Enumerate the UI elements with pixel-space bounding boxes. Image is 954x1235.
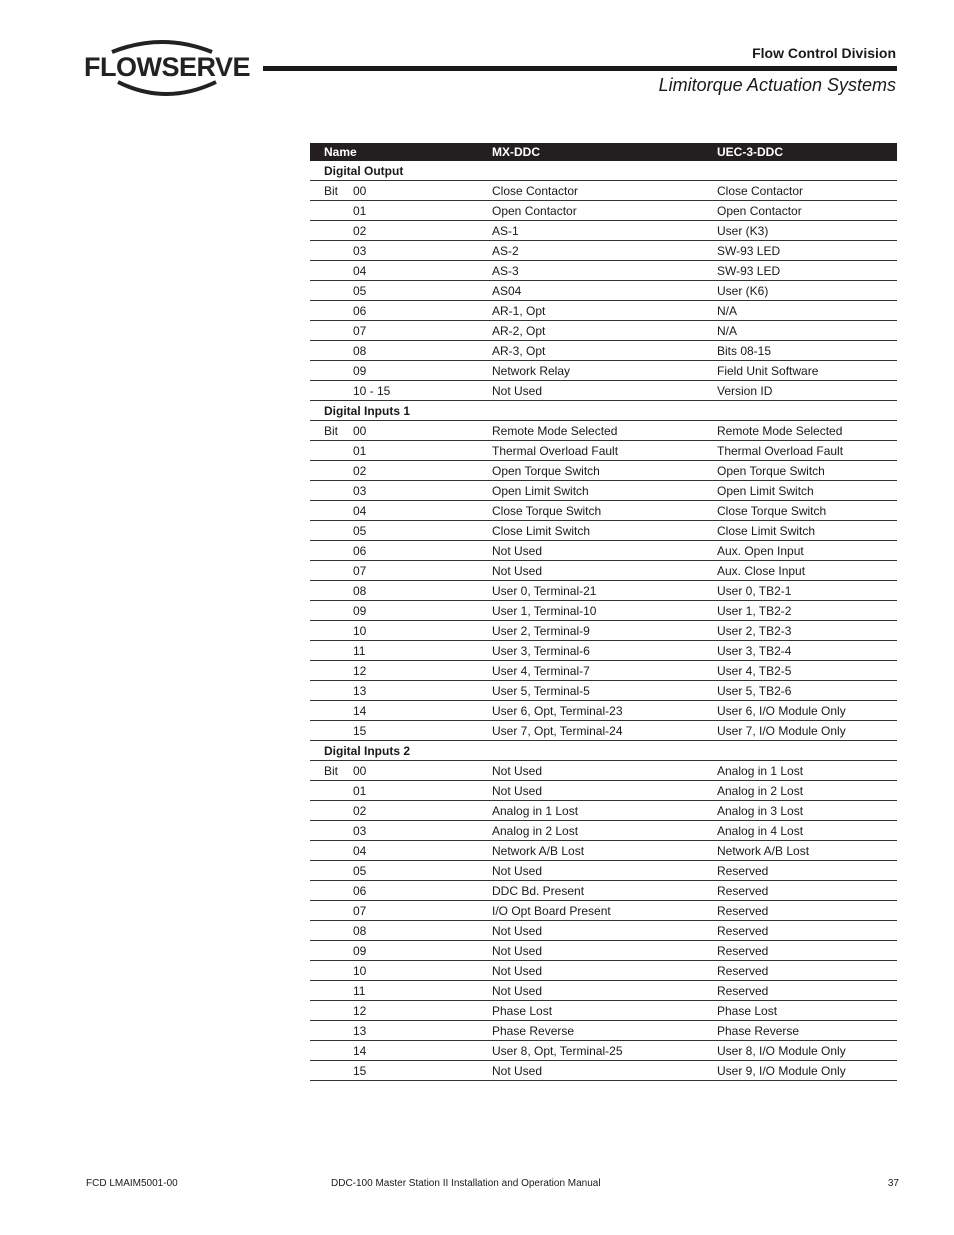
bit-number: 08 [353,583,367,598]
mx-ddc-cell: AS-1 [492,221,717,241]
uec-3-ddc-cell: Analog in 1 Lost [717,761,897,781]
table-row [310,841,897,861]
footer-page-number: 37 [887,1178,899,1189]
uec-3-ddc-cell: Analog in 2 Lost [717,781,897,801]
bit-cell [310,341,492,361]
bit-label: Bit [324,183,339,198]
mx-ddc-cell: AS-2 [492,241,717,261]
bit-label: Bit [324,763,339,778]
section-row [310,741,897,761]
uec-3-ddc-cell: Reserved [717,961,897,981]
mx-ddc-cell: Thermal Overload Fault [492,441,717,461]
uec-3-ddc-cell: Reserved [717,941,897,961]
uec-3-ddc-cell: Reserved [717,921,897,941]
table-row [310,461,897,481]
bit-number: 07 [353,563,367,578]
mx-ddc-cell: User 6, Opt, Terminal-23 [492,701,717,721]
bit-number: 01 [353,783,367,798]
bit-number: 11 [353,983,366,998]
table-row [310,681,897,701]
bit-cell [310,681,492,701]
uec-3-ddc-cell: User 0, TB2-1 [717,581,897,601]
uec-3-ddc-cell: Reserved [717,901,897,921]
uec-3-ddc-cell: N/A [717,321,897,341]
bit-number: 15 [353,1063,367,1078]
bit-number: 05 [353,523,367,538]
table-row [310,281,897,301]
table-row [310,181,897,201]
mx-ddc-cell: User 0, Terminal-21 [492,581,717,601]
table-body [310,161,897,1081]
mx-ddc-cell: Not Used [492,561,717,581]
mx-ddc-cell: Not Used [492,921,717,941]
bit-cell [310,281,492,301]
uec-3-ddc-cell: Close Limit Switch [717,521,897,541]
bit-number: 04 [353,503,367,518]
table-row [310,701,897,721]
uec-3-ddc-cell: User 4, TB2-5 [717,661,897,681]
table-row [310,881,897,901]
bit-number: 02 [353,803,367,818]
bit-cell [310,981,492,1001]
header-rule [263,66,897,71]
bit-cell [310,701,492,721]
footer-manual-title: DDC-100 Master Station II Installation and Operation Manual [331,1178,601,1189]
table-row [310,581,897,601]
flowserve-logo [84,38,251,98]
uec-3-ddc-cell: Remote Mode Selected [717,421,897,441]
bit-cell [310,381,492,401]
mx-ddc-cell: Close Limit Switch [492,521,717,541]
bit-cell [310,561,492,581]
table-row [310,861,897,881]
table-row [310,501,897,521]
bit-number: 05 [353,283,367,298]
table-row [310,621,897,641]
bit-number: 09 [353,363,367,378]
bit-cell [310,581,492,601]
mx-ddc-cell: Network Relay [492,361,717,381]
section-title: Digital Output [310,161,897,181]
bit-number: 01 [353,203,367,218]
uec-3-ddc-cell: User 2, TB2-3 [717,621,897,641]
mx-ddc-cell: AS04 [492,281,717,301]
bit-number: 09 [353,603,367,618]
mx-ddc-cell: Not Used [492,961,717,981]
table-row [310,1021,897,1041]
uec-3-ddc-cell: SW-93 LED [717,261,897,281]
col-header-uec-3-ddc: UEC-3-DDC [717,143,897,161]
uec-3-ddc-cell: User (K3) [717,221,897,241]
section-row [310,161,897,181]
table-row [310,241,897,261]
table-row [310,921,897,941]
mx-ddc-cell: Not Used [492,761,717,781]
table-row [310,381,897,401]
section-row [310,401,897,421]
mx-ddc-cell: User 3, Terminal-6 [492,641,717,661]
bit-cell [310,1041,492,1061]
uec-3-ddc-cell: User 5, TB2-6 [717,681,897,701]
bit-number: 04 [353,843,367,858]
bit-number: 10 [353,623,367,638]
mx-ddc-cell: User 7, Opt, Terminal-24 [492,721,717,741]
bit-cell [310,241,492,261]
bit-number: 03 [353,823,367,838]
mx-ddc-cell: Not Used [492,1061,717,1081]
bit-number: 11 [353,643,366,658]
mx-ddc-cell: User 1, Terminal-10 [492,601,717,621]
division-title: Flow Control Division [752,45,896,61]
bit-cell [310,481,492,501]
bit-number: 12 [353,663,367,678]
bit-cell [310,1001,492,1021]
mx-ddc-cell: User 2, Terminal-9 [492,621,717,641]
bit-number: 10 - 15 [353,383,391,398]
table-row [310,201,897,221]
table-row [310,541,897,561]
mx-ddc-cell: Open Torque Switch [492,461,717,481]
section-title: Digital Inputs 1 [310,401,897,421]
uec-3-ddc-cell: User 9, I/O Module Only [717,1061,897,1081]
bit-cell [310,541,492,561]
bit-cell [310,521,492,541]
mx-ddc-cell: Not Used [492,781,717,801]
bit-number: 14 [353,703,367,718]
uec-3-ddc-cell: User 7, I/O Module Only [717,721,897,741]
mx-ddc-cell: Analog in 2 Lost [492,821,717,841]
uec-3-ddc-cell: Thermal Overload Fault [717,441,897,461]
uec-3-ddc-cell: Analog in 3 Lost [717,801,897,821]
uec-3-ddc-cell: Aux. Open Input [717,541,897,561]
mx-ddc-cell: Open Contactor [492,201,717,221]
bit-cell [310,1061,492,1081]
table-row [310,301,897,321]
table-row [310,321,897,341]
mx-ddc-cell: Not Used [492,381,717,401]
table-row [310,801,897,821]
bit-number: 03 [353,483,367,498]
table-row [310,561,897,581]
mx-ddc-cell: Phase Lost [492,1001,717,1021]
uec-3-ddc-cell: Network A/B Lost [717,841,897,861]
table-row [310,661,897,681]
section-title: Digital Inputs 2 [310,741,897,761]
bit-number: 15 [353,723,367,738]
mx-ddc-cell: Phase Reverse [492,1021,717,1041]
bit-cell [310,1021,492,1041]
bit-cell [310,501,492,521]
uec-3-ddc-cell: Open Torque Switch [717,461,897,481]
bit-cell [310,421,492,441]
bit-cell [310,841,492,861]
mx-ddc-cell: Analog in 1 Lost [492,801,717,821]
bit-cell [310,801,492,821]
bit-cell [310,921,492,941]
bit-number: 12 [353,1003,367,1018]
bit-cell [310,441,492,461]
bit-number: 08 [353,343,367,358]
mx-ddc-cell: I/O Opt Board Present [492,901,717,921]
table-row [310,1001,897,1021]
bit-cell [310,261,492,281]
bit-cell [310,221,492,241]
table-row [310,521,897,541]
table-row [310,261,897,281]
mx-ddc-cell: Close Contactor [492,181,717,201]
mx-ddc-cell: Close Torque Switch [492,501,717,521]
bit-cell [310,621,492,641]
table-row [310,481,897,501]
uec-3-ddc-cell: Field Unit Software [717,361,897,381]
table-row [310,1041,897,1061]
bit-cell [310,321,492,341]
mx-ddc-cell: AR-2, Opt [492,321,717,341]
bit-number: 07 [353,903,367,918]
table-row [310,901,897,921]
bit-cell [310,761,492,781]
mx-ddc-cell: Not Used [492,941,717,961]
bit-map-table [310,143,897,1081]
mx-ddc-cell: AR-3, Opt [492,341,717,361]
mx-ddc-cell: Open Limit Switch [492,481,717,501]
bit-number: 04 [353,263,367,278]
mx-ddc-cell: AR-1, Opt [492,301,717,321]
bit-number: 05 [353,863,367,878]
table-row [310,221,897,241]
mx-ddc-cell: User 8, Opt, Terminal-25 [492,1041,717,1061]
mx-ddc-cell: User 5, Terminal-5 [492,681,717,701]
bit-label: Bit [324,423,339,438]
bit-cell [310,461,492,481]
bit-number: 02 [353,223,367,238]
uec-3-ddc-cell: Bits 08-15 [717,341,897,361]
bit-cell [310,781,492,801]
bit-cell [310,361,492,381]
bit-number: 02 [353,463,367,478]
mx-ddc-cell: AS-3 [492,261,717,281]
uec-3-ddc-cell: Reserved [717,861,897,881]
bit-number: 07 [353,323,367,338]
bit-number: 00 [353,763,367,778]
mx-ddc-cell: User 4, Terminal-7 [492,661,717,681]
uec-3-ddc-cell: User 1, TB2-2 [717,601,897,621]
mx-ddc-cell: Not Used [492,541,717,561]
uec-3-ddc-cell: Reserved [717,881,897,901]
table-row [310,361,897,381]
col-header-name: Name [310,143,492,161]
bit-cell [310,821,492,841]
table-row [310,981,897,1001]
uec-3-ddc-cell: Version ID [717,381,897,401]
uec-3-ddc-cell: Phase Lost [717,1001,897,1021]
bit-number: 00 [353,423,367,438]
footer-doc-code: FCD LMAIM5001-00 [86,1178,178,1189]
uec-3-ddc-cell: Reserved [717,981,897,1001]
mx-ddc-cell: Not Used [492,981,717,1001]
bit-number: 08 [353,923,367,938]
bit-cell [310,601,492,621]
table-row [310,1061,897,1081]
uec-3-ddc-cell: User 6, I/O Module Only [717,701,897,721]
uec-3-ddc-cell: Close Contactor [717,181,897,201]
mx-ddc-cell: Network A/B Lost [492,841,717,861]
table-header-row [310,143,897,161]
bit-number: 09 [353,943,367,958]
table-row [310,941,897,961]
bit-cell [310,901,492,921]
uec-3-ddc-cell: N/A [717,301,897,321]
bit-cell [310,201,492,221]
table-row [310,821,897,841]
table-row [310,761,897,781]
bit-cell [310,641,492,661]
uec-3-ddc-cell: Open Limit Switch [717,481,897,501]
uec-3-ddc-cell: Phase Reverse [717,1021,897,1041]
uec-3-ddc-cell: SW-93 LED [717,241,897,261]
uec-3-ddc-cell: User 8, I/O Module Only [717,1041,897,1061]
bit-number: 13 [353,683,367,698]
table-row [310,421,897,441]
bit-number: 06 [353,883,367,898]
mx-ddc-cell: Remote Mode Selected [492,421,717,441]
bit-number: 14 [353,1043,367,1058]
table-row [310,441,897,461]
uec-3-ddc-cell: Aux. Close Input [717,561,897,581]
mx-ddc-cell: DDC Bd. Present [492,881,717,901]
table-row [310,961,897,981]
system-title: Limitorque Actuation Systems [658,75,896,95]
uec-3-ddc-cell: User 3, TB2-4 [717,641,897,661]
bit-number: 01 [353,443,367,458]
bit-cell [310,881,492,901]
bit-number: 00 [353,183,367,198]
table-row [310,721,897,741]
mx-ddc-cell: Not Used [492,861,717,881]
bit-cell [310,181,492,201]
uec-3-ddc-cell: Close Torque Switch [717,501,897,521]
bit-number: 10 [353,963,367,978]
bit-number: 06 [353,303,367,318]
col-header-mx-ddc: MX-DDC [492,143,717,161]
table-row [310,601,897,621]
bit-number: 06 [353,543,367,558]
table-row [310,781,897,801]
bit-cell [310,961,492,981]
logo-text: FLOWSERVE [84,52,251,82]
table-row [310,641,897,661]
uec-3-ddc-cell: Open Contactor [717,201,897,221]
bit-cell [310,941,492,961]
uec-3-ddc-cell: User (K6) [717,281,897,301]
bit-cell [310,861,492,881]
bit-cell [310,721,492,741]
bit-cell [310,301,492,321]
table-row [310,341,897,361]
bit-cell [310,661,492,681]
bit-number: 13 [353,1023,367,1038]
uec-3-ddc-cell: Analog in 4 Lost [717,821,897,841]
bit-number: 03 [353,243,367,258]
